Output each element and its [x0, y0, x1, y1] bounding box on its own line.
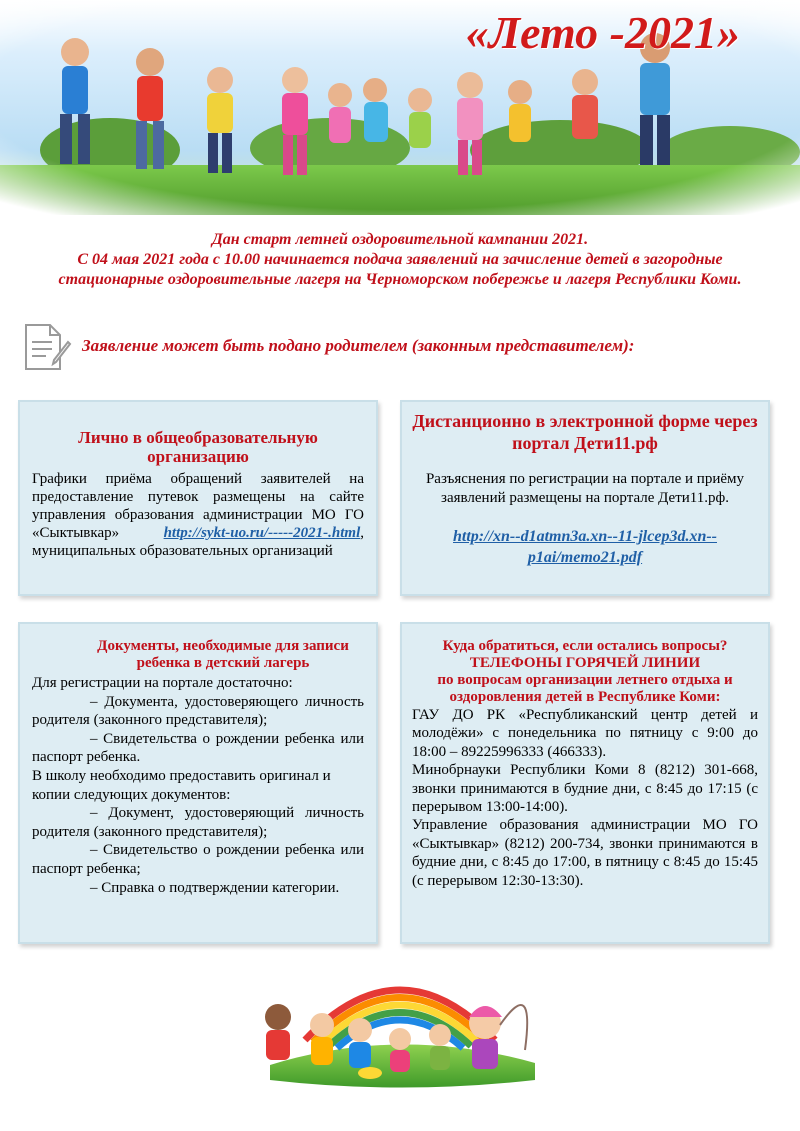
documents-body: [20, 672, 376, 897]
hotline-heading: ТЕЛЕФОНЫ ГОРЯЧЕЙ ЛИНИИ: [469, 655, 701, 671]
sykt-uo-link[interactable]: http://sykt-uo.ru/-----2021-.html: [163, 525, 361, 541]
online-box: [400, 400, 770, 596]
contacts-body: [402, 706, 768, 890]
in-person-box: [18, 400, 378, 596]
contacts-question: Куда обратиться, если остались вопросы?: [442, 638, 728, 654]
online-text: Разъяснения по регистрации на портале и приёму заявлений размещены на портале Дети11.рф.: [425, 471, 745, 506]
in-person-title: Лично в общеобразовательную организацию: [78, 428, 318, 466]
intro-line-2: С 04 мая 2021 года с 10.00 начинается подача заявлений на зачисление детей в загородные стационарные оздоровительные лагеря на Черноморском побережье и лагеря Республики Коми.: [58, 251, 742, 288]
banner: [0, 0, 800, 215]
list-item: – Справка о подтверждении категории.: [90, 879, 340, 896]
contacts-box: [400, 622, 770, 944]
list-item: – Свидетельства о рождении ребенка или паспорт ребенка.: [32, 730, 364, 766]
contact-entry: Управление образования администрации МО ГО «Сыктывкар» (8212) 200-734, звонки принимаются в будние дни, с 8:45 до 17:00, в пятницу с 8:45 до 15:45 (с перерывом 12:30-13:30).: [412, 817, 758, 889]
contact-entry: Минобрнауки Республики Коми 8 (8212) 301-668, звонки принимаются в будние дни, с 8:45 до 17:15 (с перерывом 13:00-14:00).: [412, 762, 758, 816]
intro-line-1: Дан старт летней оздоровительной кампании 2021.: [211, 231, 589, 248]
online-title: Дистанционно в электронной форме через портал Дети11.рф: [412, 411, 758, 453]
school-intro: В школу необходимо предоставить оригинал и копии следующих документов:: [32, 767, 331, 803]
in-person-body: [20, 466, 376, 560]
list-item: – Документ, удостоверяющий личность родителя (законного представителя);: [32, 805, 364, 840]
document-pen-icon: [20, 322, 76, 372]
documents-title: Документы, необходимые для записи ребенка в детский лагерь: [97, 638, 349, 671]
deti11-memo-link[interactable]: http://xn--d1atmn3a.xn--11-jlcep3d.xn--p1ai/memo21.pdf: [453, 528, 717, 566]
list-item: – Документа, удостоверяющего личность родителя (законного представителя);: [32, 693, 364, 729]
contact-entry: ГАУ ДО РК «Республиканский центр детей и молодёжи» с понедельника по пятницу с 9:00 до 18:00 – 89225996333 (466333).: [412, 707, 758, 760]
hotline-subheading: по вопросам организации летнего отдыха и оздоровления детей в Республике Коми:: [437, 672, 733, 705]
list-item: – Свидетельство о рождении ребенка или паспорт ребенка;: [32, 842, 364, 877]
notice-text: Заявление может быть подано родителем (законным представителем):: [82, 336, 635, 355]
cartoon-children-illustration: [250, 955, 550, 1095]
in-person-text: Графики приёма обращений заявителей на предоставление путевок размещены на сайте управления образования администрации МО ГО «Сыктывкар»: [32, 471, 364, 541]
banner-title: «Лето -2021»: [465, 7, 740, 58]
in-person-text-after: , муниципальных образовательных организаций: [32, 525, 364, 559]
notice: [20, 322, 780, 372]
documents-box: [18, 622, 378, 944]
portal-intro: Для регистрации на портале достаточно:: [32, 675, 293, 691]
intro-text: [40, 230, 760, 290]
contacts-title: [402, 638, 768, 706]
